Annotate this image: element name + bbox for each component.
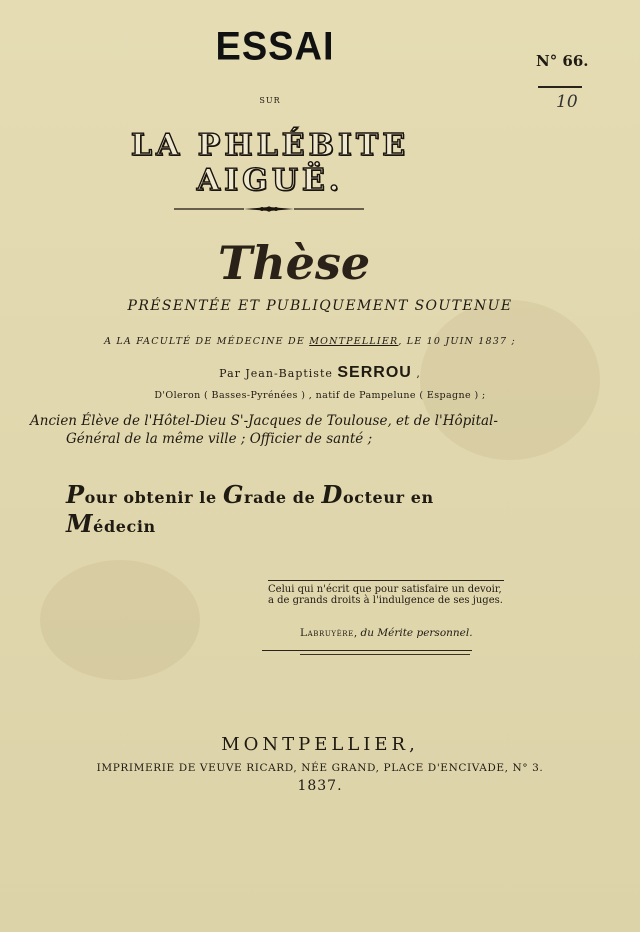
thesis-number: N° 66. bbox=[536, 52, 589, 70]
quote-rule-top bbox=[268, 580, 504, 581]
career-line-2: Général de la même ville ; Officier de santé ; bbox=[66, 431, 373, 447]
author-line bbox=[0, 364, 640, 382]
presented-line: PRÉSENTÉE ET PUBLIQUEMENT SOUTENUE bbox=[127, 298, 513, 314]
page-title: ESSAI bbox=[215, 24, 335, 70]
preposition-sur: SUR bbox=[259, 96, 281, 105]
imprint-printer: IMPRIMERIE DE VEUVE RICARD, NÉE GRAND, PLACE D'ENCIVADE, N° 3. bbox=[96, 762, 544, 774]
quote-rule-bottom-2 bbox=[300, 654, 470, 655]
epigraph-attribution: Labruyère, du Mérite personnel. bbox=[300, 627, 473, 639]
number-rule bbox=[538, 86, 582, 88]
epigraph-quote: Celui qui n'écrit que pour satisfaire un devoir, a de grands droits à l'indulgence de ses juges. bbox=[268, 584, 503, 606]
career-text bbox=[30, 412, 530, 448]
thesis-subject: LA PHLÉBITE AIGUË. bbox=[130, 128, 410, 198]
faculty-city: MONTPELLIER bbox=[309, 336, 399, 347]
attribution-author: Labruyère bbox=[300, 627, 354, 639]
ornament-rule-icon bbox=[174, 204, 364, 214]
handwritten-number: 10 bbox=[556, 92, 578, 112]
faculty-date: , LE 10 JUIN 1837 ; bbox=[398, 336, 516, 347]
faculty-prefix: A LA FACULTÉ DE MÉDECINE DE bbox=[104, 336, 310, 347]
these-heading: Thèse bbox=[218, 236, 371, 290]
paper-stain bbox=[40, 560, 200, 680]
author-prefix: Par Jean-Baptiste bbox=[219, 367, 338, 380]
imprint-city: MONTPELLIER, bbox=[221, 734, 419, 755]
faculty-line bbox=[60, 336, 560, 347]
degree-line: Pour obtenir le Grade de Docteur en Médecin bbox=[66, 480, 434, 538]
quote-rule-bottom bbox=[262, 650, 472, 651]
imprint-year: 1837. bbox=[297, 778, 343, 794]
origin-line: D'Oleron ( Basses-Pyrénées ) , natif de Pampelune ( Espagne ) ; bbox=[154, 390, 486, 401]
attribution-work: du Mérite personnel. bbox=[360, 627, 473, 639]
career-line-1: Ancien Élève de l'Hôtel-Dieu S'-Jacques de Toulouse, et de l'Hôpital- bbox=[30, 413, 498, 429]
author-suffix: , bbox=[411, 367, 421, 380]
author-surname: SERROU bbox=[337, 364, 412, 381]
